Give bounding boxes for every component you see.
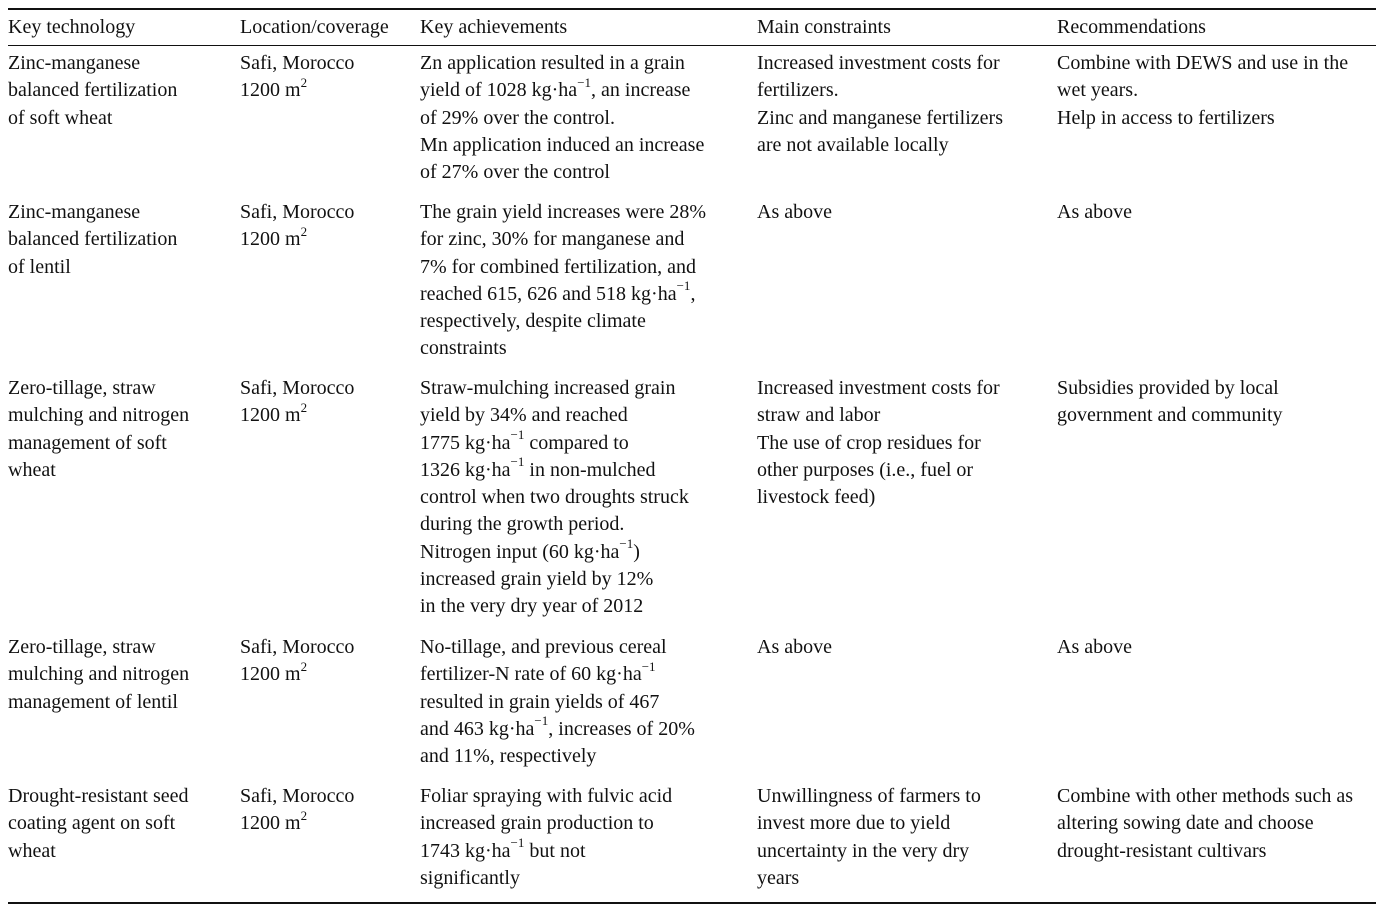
constraints-cell [757, 199, 832, 226]
constraints-cell [757, 375, 1000, 511]
recommendations-cell [1057, 375, 1283, 430]
achievements-cell [420, 783, 672, 892]
achievement-text: yield by 34% and reached [420, 404, 628, 427]
header-key-achievements: Key achievements [420, 16, 568, 38]
achievement-line [420, 658, 695, 688]
achievement-text: Straw-mulching increased grain [420, 377, 676, 399]
achievement-line [420, 74, 704, 104]
constraints-cell-line: straw and labor [757, 404, 881, 427]
achievement-line [420, 536, 689, 566]
constraints-cell [757, 50, 1003, 159]
achievement-text: and 463 kg·ha [420, 717, 535, 740]
technology-cell-line: balanced fertilization [8, 79, 178, 102]
table-top-rule [8, 8, 1376, 10]
constraints-cell-line: Unwillingness of farmers to [757, 785, 981, 807]
achievement-text: No-tillage, and previous cereal [420, 636, 667, 658]
constraints-cell-line: invest more due to yield [757, 812, 951, 835]
coverage-area-value: 1200 m [240, 812, 301, 835]
achievement-text: increased grain production to [420, 812, 654, 835]
achievement-text: The grain yield increases were 28% [420, 201, 706, 223]
recommendations-cell-line: Combine with other methods such as [1057, 785, 1354, 807]
technology-cell-line: mulching and nitrogen [8, 404, 190, 427]
coverage-area-exponent: 2 [300, 74, 308, 90]
coverage-area-exponent: 2 [300, 223, 308, 239]
achievement-text-after: , an increase [591, 79, 691, 102]
achievement-text: reached 615, 626 and 518 kg·ha [420, 282, 677, 305]
recommendations-cell-line: As above [1057, 201, 1132, 223]
achievement-text: during the growth period. [420, 513, 625, 536]
achievement-text: Foliar spraying with fulvic acid [420, 785, 673, 807]
achievement-text: 7% for combined fertilization, and [420, 255, 697, 278]
achievement-line [420, 834, 672, 865]
coverage-area [240, 658, 354, 688]
constraints-cell-line: livestock feed) [757, 486, 876, 509]
unit-exponent: −1 [641, 658, 656, 674]
technology-cell-line: wheat [8, 839, 56, 862]
unit-exponent: −1 [510, 426, 525, 442]
achievement-text-after: compared to [524, 431, 629, 454]
technology-cell-line: of lentil [8, 255, 71, 278]
achievement-line [420, 783, 672, 810]
technology-cell [8, 199, 177, 281]
achievements-cell [420, 50, 704, 186]
coverage-area [240, 807, 354, 837]
achievement-text: yield of 1028 kg·ha [420, 79, 578, 102]
achievement-text: resulted in grain yields of 467 [420, 690, 660, 713]
achievements-cell [420, 375, 689, 621]
coverage-area [240, 223, 354, 253]
technology-cell-line: Zinc-manganese [8, 52, 141, 74]
achievement-text-after: but not [524, 839, 586, 862]
achievement-line [420, 689, 695, 716]
coverage-area-value: 1200 m [240, 663, 301, 686]
achievement-line [420, 159, 704, 186]
achievement-line [420, 810, 672, 837]
technology-cell-line: Zero-tillage, straw [8, 636, 156, 658]
achievement-line [420, 199, 706, 226]
achievement-line [420, 593, 689, 620]
recommendations-cell [1057, 634, 1132, 661]
achievement-line [420, 375, 689, 402]
achievement-line [420, 226, 706, 253]
location-cell [240, 783, 354, 838]
constraints-cell [757, 783, 981, 892]
achievement-text: 1743 kg·ha [420, 839, 511, 862]
location-cell [240, 634, 354, 689]
location-name: Safi, Morocco [240, 785, 355, 807]
achievement-line [420, 484, 689, 511]
achievement-text: 1775 kg·ha [420, 431, 511, 454]
technology-cell-line: Drought-resistant seed [8, 785, 189, 807]
unit-exponent: −1 [510, 834, 525, 850]
location-name: Safi, Morocco [240, 377, 355, 399]
technology-cell-line: coating agent on soft [8, 812, 176, 835]
header-divider-rule [8, 45, 1376, 46]
recommendations-cell-line: drought-resistant cultivars [1057, 839, 1267, 862]
technology-cell-line: Zinc-manganese [8, 201, 141, 223]
header-recommendations: Recommendations [1057, 16, 1206, 38]
achievement-line [420, 454, 689, 484]
location-name: Safi, Morocco [240, 52, 355, 74]
technology-cell-line: balanced fertilization [8, 228, 178, 251]
constraints-cell-line: Zinc and manganese fertilizers [757, 106, 1003, 129]
coverage-area [240, 74, 354, 104]
recommendations-cell-line: Combine with DEWS and use in the [1057, 52, 1349, 74]
unit-exponent: −1 [676, 278, 691, 294]
achievement-line [420, 634, 695, 661]
achievement-line [420, 50, 704, 77]
achievement-text: and 11%, respectively [420, 745, 597, 768]
coverage-area-exponent: 2 [300, 399, 308, 415]
achievement-text-after: ) [633, 540, 640, 563]
recommendations-cell [1057, 783, 1353, 865]
constraints-cell-line: uncertainty in the very dry [757, 839, 970, 862]
technology-cell-line: Zero-tillage, straw [8, 377, 156, 399]
recommendations-cell-line: wet years. [1057, 79, 1139, 102]
achievement-text: 1326 kg·ha [420, 458, 511, 481]
achievement-text-after: , increases of 20% [548, 717, 695, 740]
header-location-coverage: Location/coverage [240, 16, 389, 38]
achievement-text: constraints [420, 337, 507, 360]
achievement-text: of 27% over the control [420, 161, 610, 184]
constraints-cell-line: The use of crop residues for [757, 431, 981, 454]
achievement-line [420, 865, 672, 892]
technology-cell-line: management of soft [8, 431, 167, 454]
achievement-text-after: in non-mulched [524, 458, 656, 481]
location-cell [240, 199, 354, 254]
technology-cell [8, 634, 189, 716]
achievement-line [420, 426, 689, 457]
achievement-text: Nitrogen input (60 kg·ha [420, 540, 620, 563]
achievements-cell [420, 199, 706, 363]
achievement-line [420, 278, 706, 308]
achievement-line [420, 402, 689, 429]
coverage-area [240, 399, 354, 429]
recommendations-cell [1057, 199, 1132, 226]
coverage-area-value: 1200 m [240, 228, 301, 251]
coverage-area-exponent: 2 [300, 807, 308, 823]
location-cell [240, 375, 354, 430]
achievement-line [420, 308, 706, 335]
technology-cell [8, 375, 189, 484]
achievement-text: Zn application resulted in a grain [420, 52, 685, 74]
achievement-line [420, 743, 695, 770]
coverage-area-exponent: 2 [300, 658, 308, 674]
technology-cell [8, 50, 177, 132]
coverage-area-value: 1200 m [240, 404, 301, 427]
achievement-text: increased grain yield by 12% [420, 568, 654, 591]
location-name: Safi, Morocco [240, 636, 355, 658]
location-name: Safi, Morocco [240, 201, 355, 223]
unit-exponent: −1 [510, 454, 525, 470]
constraints-cell-line: Increased investment costs for [757, 377, 1000, 399]
achievement-line [420, 105, 704, 132]
unit-exponent: −1 [534, 713, 549, 729]
constraints-cell-line: other purposes (i.e., fuel or [757, 458, 974, 481]
constraints-cell [757, 634, 832, 661]
achievement-text: Mn application induced an increase [420, 133, 705, 156]
technology-cell-line: wheat [8, 458, 56, 481]
technology-cell-line: management of lentil [8, 690, 178, 713]
achievements-cell [420, 634, 695, 770]
header-key-technology: Key technology [8, 16, 136, 38]
achievement-text: significantly [420, 866, 520, 889]
recommendations-cell-line: Subsidies provided by local [1057, 377, 1279, 399]
constraints-cell-line: years [757, 866, 800, 889]
constraints-cell-line: As above [757, 201, 832, 223]
achievement-text: for zinc, 30% for manganese and [420, 228, 685, 251]
technology-cell-line: mulching and nitrogen [8, 663, 190, 686]
achievement-text: fertilizer-N rate of 60 kg·ha [420, 663, 642, 686]
achievement-text: of 29% over the control. [420, 106, 615, 129]
recommendations-cell-line: Help in access to fertilizers [1057, 106, 1275, 129]
achievement-line [420, 335, 706, 362]
recommendations-cell-line: altering sowing date and choose [1057, 812, 1314, 835]
achievement-line [420, 713, 695, 743]
recommendations-cell-line: As above [1057, 636, 1132, 658]
constraints-cell-line: As above [757, 636, 832, 658]
constraints-cell-line: Increased investment costs for [757, 52, 1000, 74]
achievement-text: in the very dry year of 2012 [420, 595, 644, 618]
coverage-area-value: 1200 m [240, 79, 301, 102]
achievement-text: respectively, despite climate [420, 310, 646, 333]
constraints-cell-line: fertilizers. [757, 79, 839, 102]
technology-cell [8, 783, 189, 865]
achievement-text: control when two droughts struck [420, 486, 689, 509]
recommendations-cell-line: government and community [1057, 404, 1283, 427]
achievement-line [420, 254, 706, 281]
unit-exponent: −1 [577, 74, 592, 90]
achievement-line [420, 566, 689, 593]
unit-exponent: −1 [619, 536, 634, 552]
table-bottom-rule [8, 902, 1376, 904]
constraints-cell-line: are not available locally [757, 133, 949, 156]
achievement-line [420, 132, 704, 159]
achievement-line [420, 511, 689, 538]
recommendations-cell [1057, 50, 1348, 132]
location-cell [240, 50, 354, 105]
header-main-constraints: Main constraints [757, 16, 891, 38]
achievement-text-after: , [690, 282, 696, 305]
technology-cell-line: of soft wheat [8, 106, 113, 129]
